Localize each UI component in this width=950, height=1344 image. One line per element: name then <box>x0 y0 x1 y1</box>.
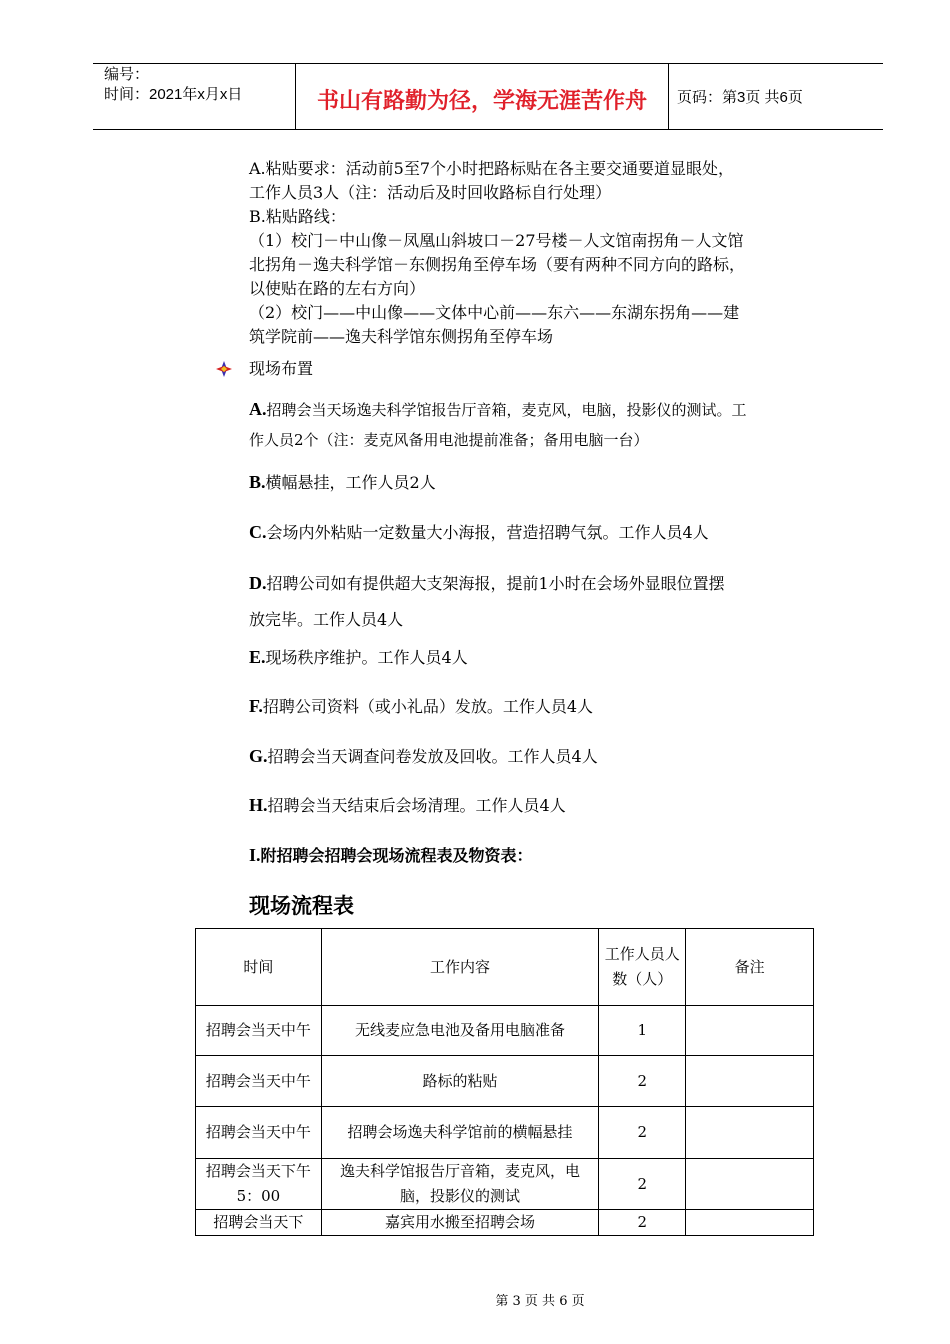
cell-content: 无线麦应急电池及备用电脑准备 <box>321 1006 598 1056</box>
cell-staff: 2 <box>599 1056 686 1107</box>
table-row <box>196 1210 814 1236</box>
cell-content: 嘉宾用水搬至招聘会场 <box>321 1210 598 1236</box>
item-text: 招聘会当天结束后会场清理。工作人员4人 <box>267 796 566 815</box>
item-letter: G. <box>249 746 268 766</box>
cell-time: 招聘会当天中午 <box>196 1056 322 1107</box>
item-text: 招聘公司如有提供超大支架海报，提前1小时在会场外显眼位置摆 <box>266 574 725 593</box>
route1-line2: 北拐角－逸夫科学馆－东侧拐角至停车场（要有两种不同方向的路标， <box>249 255 746 274</box>
onsite-item-g <box>249 739 849 774</box>
col-header-content: 工作内容 <box>321 929 598 1006</box>
item-text: 招聘会当天场逸夫科学馆报告厅音箱，麦克风，电脑，投影仪的测试。工 <box>266 401 747 419</box>
cell-time: 招聘会当天中午 <box>196 1107 322 1159</box>
header-motto: 书山有路勤为径，学海无涯苦作舟 <box>316 89 647 114</box>
route1-line1: （1）校门－中山像－凤凰山斜坡口－27号楼－人文馆南拐角－人文馆 <box>249 231 744 250</box>
item-letter: I. <box>249 845 261 865</box>
cell-note <box>686 1210 814 1236</box>
col-header-note: 备注 <box>686 929 814 1006</box>
posting-a-line1: A.粘贴要求：活动前5至7个小时把路标贴在各主要交通要道显眼处， <box>249 159 735 178</box>
route2-line1: （2）校门——中山像——文体中心前——东六——东湖东拐角——建 <box>249 303 740 322</box>
table-header-row <box>196 929 814 1006</box>
table-row <box>196 1006 814 1056</box>
item-letter: E. <box>249 647 266 667</box>
posting-a-line2: 工作人员3人（注：活动后及时回收路标自行处理） <box>249 183 612 202</box>
cell-note <box>686 1107 814 1159</box>
item-letter: D. <box>249 573 267 593</box>
cell-time: 招聘会当天中午 <box>196 1006 322 1056</box>
onsite-item-e <box>249 640 849 675</box>
route1-line3: 以使贴在路的左右方向） <box>249 279 426 298</box>
cell-staff: 2 <box>599 1107 686 1159</box>
route2-line2: 筑学院前——逸夫科学馆东侧拐角至停车场 <box>249 327 554 346</box>
header-meta <box>104 65 242 105</box>
cell-staff: 2 <box>599 1210 686 1236</box>
cell-content: 逸夫科学馆报告厅音箱，麦克风，电脑，投影仪的测试 <box>321 1159 598 1210</box>
table-row <box>196 1159 814 1210</box>
item-text-cont: 作人员2个（注：麦克风备用电池提前准备；备用电脑一台） <box>249 431 649 449</box>
item-text: 会场内外粘贴一定数量大小海报，营造招聘气氛。工作人员4人 <box>266 523 709 542</box>
item-text: 附招聘会招聘会现场流程表及物资表： <box>260 846 533 865</box>
cell-staff: 1 <box>599 1006 686 1056</box>
cell-note <box>686 1159 814 1210</box>
item-letter: B. <box>249 472 266 492</box>
onsite-item-d <box>249 565 849 638</box>
item-text: 招聘会当天调查问卷发放及回收。工作人员4人 <box>267 747 598 766</box>
posting-b-title: B.粘贴路线： <box>249 207 346 226</box>
col-header-time: 时间 <box>196 929 322 1006</box>
onsite-item-i <box>249 838 849 873</box>
header-bottom-rule <box>93 129 883 130</box>
cell-time: 招聘会当天下午5：00 <box>196 1159 322 1210</box>
header-top-rule <box>93 63 883 64</box>
page-footer: 第 3 页 共 6 页 <box>495 1294 585 1309</box>
item-text: 现场秩序维护。工作人员4人 <box>265 648 468 667</box>
header-divider-right <box>668 63 669 129</box>
cell-staff: 2 <box>599 1159 686 1210</box>
item-letter: C. <box>249 522 267 542</box>
item-letter: H. <box>249 795 268 815</box>
item-text: 横幅悬挂，工作人员2人 <box>265 473 436 492</box>
onsite-heading: 现场布置 <box>249 359 314 378</box>
table-row <box>196 1056 814 1107</box>
onsite-item-f <box>249 689 849 724</box>
table-title: 现场流程表 <box>249 893 354 918</box>
cell-content: 路标的粘贴 <box>321 1056 598 1107</box>
table-row <box>196 1107 814 1159</box>
onsite-item-h <box>249 788 849 823</box>
flow-table <box>195 928 814 1236</box>
posting-section <box>249 157 849 349</box>
diamond-bullet-icon <box>215 360 233 378</box>
item-text: 招聘公司资料（或小礼品）发放。工作人员4人 <box>262 697 594 716</box>
cell-note <box>686 1006 814 1056</box>
serial-label: 编号： <box>104 66 150 83</box>
onsite-item-c <box>249 515 849 550</box>
time-label: 时间：2021年x月x日 <box>104 86 243 103</box>
onsite-item-b <box>249 465 849 500</box>
item-text-cont: 放完毕。工作人员4人 <box>249 610 404 629</box>
item-letter: A. <box>249 399 267 419</box>
item-letter: F. <box>249 696 263 716</box>
cell-content: 招聘会场逸夫科学馆前的横幅悬挂 <box>321 1107 598 1159</box>
col-header-staff: 工作人员人数（人） <box>599 929 686 1006</box>
header-page-info: 页码：第3页 共6页 <box>677 89 803 106</box>
cell-time: 招聘会当天下 <box>196 1210 322 1236</box>
onsite-item-a <box>249 394 849 455</box>
cell-note <box>686 1056 814 1107</box>
